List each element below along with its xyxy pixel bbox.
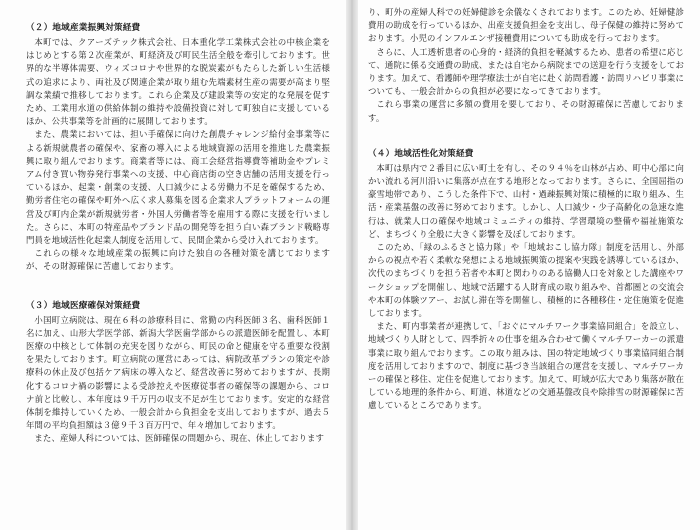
paragraph: また、産婦人科については、医師確保の問題から、現在、休止しております: [34, 433, 325, 444]
left-page: [0, 0, 346, 530]
section-regional-medical: [26, 300, 330, 446]
paragraph: このため、「緑のふるさと協力隊」や「地域おこし協力隊」制度を活用し、外部からの視点や若く柔軟な発想による地域振興策の提案や実践を誘導しているほか、次代のまちづくりを担う若者や本町と関わりのある協働人口を対象とした講座やワークショップを開催し、地域で活躍する人財育成の取り組みや、首都圏との交流会や本町の体験ツアー、お試し滞在等を開催し、積極的に各種移住・定住施策を促進しております。: [368, 242, 684, 319]
section-heading: （３）地域医療確保対策経費: [26, 300, 141, 311]
right-column: [368, 6, 684, 413]
paragraph: また、町内事業者が連携して、「おぐにマルチワーク事業協同組合」を設立し、地域づくり人財として、四季折々の仕事を組み合わせて働くマルチワーカーの派遣事業に取り組んでおります。この取り組みは、国の特定地域づくり事業協同組合制度を活用しておりますので、制度に基づき当該組合の運営を支援し、マルチワーカーの確保と移住、定住を促進しております。加えて、町域が広大であり集落が散在している地理的条件から、町道、林道などの交通基盤改良や除排雪の財源確保に苦慮しているところであります。: [368, 321, 684, 411]
paragraph: また、農業においては、担い手確保に向けた創農チャレンジ給付金事業等による新規就農者の確保や、家畜の導入による地域資源の活用を推進した農業振興に取り組んでおります。商業者等には、商工会経営指導費等補助金やプレミアム付き買い物券発行事業への支援、中心商店街の空き店舗の活用支援を行っているほか、起業・創業の支援、人口減少による労働力不足を確保するため、勤労者住宅の確保や町外へ広く求人募集を図る企業求人プラットフォームの運営及び町内企業が新規就労者・外国人労働者等を雇用する際に支援を行いました。さらに、本町の特産品やブランド品の開発等を担う白い森ブランド戦略専門員を地域活性化起業人制度を活用して、民間企業から受け入れております。: [26, 129, 330, 246]
right-page: [358, 0, 700, 530]
left-column: [26, 22, 330, 446]
section-medical-continuation: [368, 6, 684, 125]
paragraph: 小国町立病院は、現在６科の診療科目に、常勤の内科医師３名、歯科医師１名に加え、山形大学医学部、新潟大学医歯学部からの派遣医師を配置し、本町医療の中核として体制の充実を図りながら、町民の命と健康を守る重要な役割を果たしております。町立病院の運営にあっては、病院改革プランの策定や診療科の休止及び包括ケア病床の導入など、経営改善に努めておりますが、長期化するコロナ禍の影響による受診控えや医療従事者の確保等の課題から、コロナ前と比較し、本年度は９千万円の収支不足が生じております。安定的な経営体制を維持していくため、一般会計から負担金を支出しておりますが、過去５年間の平均負担額は３億９千３百万円で、年々増加しております。: [26, 314, 330, 431]
section-heading: （２）地域産業振興対策経費: [26, 23, 141, 33]
paragraph: り、町外の産婦人科での妊婦健診を余儀なくされております。このため、妊婦健診費用の助成を行っているほか、出産支援負担金を支出し、母子保健の維持に努めております。小児のインフルエンザ接種費用についても助成を行っております。: [368, 7, 684, 44]
section-regional-industry: [26, 22, 330, 274]
paragraph: 本町では、クアーズテック株式会社、日本重化学工業株式会社の中核企業をはじめとする第２次産業が、町経済及び町民生活全般を牽引しております。世界的な半導体需要、ウィズコロナや世界的な脱炭素がもたらした新しい生活様式の追求により、両社及び関連企業が取り組む先端素材生産の需要が高まり堅調な業績で推移しております。これら企業及び建設業等の安定的な発展を促すため、工業用水道の供給体制の維持や設備投資に対して町独自に支援しているほか、公共事業等を計画的に展開しております。: [26, 37, 330, 127]
paragraph: さらに、人工透析患者の心身的・経済的負担を軽減するため、患者の希望に応じて、通院に係る交通費の助成、または自宅から病院までの送迎を行う支援をしております。加えて、看護師や理学療法士が自宅に赴く訪問看護・訪問リハビリ事業についても、一般会計からの負担が必要になってきております。: [368, 46, 684, 97]
section-regional-revitalization: [368, 148, 684, 413]
section-heading: （４）地域活性化対策経費: [368, 148, 474, 159]
page-gutter: [346, 0, 358, 530]
paragraph: 本町は県内で２番目に広い町土を有し、その９４％を山林が占め、町中心部に向かい流れる河川沿いに集落が点在する地形となっております。さらに、全国屈指の豪雪地帯であり、こうした条件下で、山村・過疎振興対策に積極的に取り組み、生活・産業基盤の改善に努めております。しかし、人口減少・少子高齢化の急速な進行は、就業人口の確保や地域コミュニティの維持、学習環境の整備や福祉施策など、まちづくり全般に大きく影響を及ぼしております。: [368, 162, 684, 239]
paragraph: これら事業の運営に多額の費用を要しており、その財源確保に苦慮しております。: [368, 99, 684, 123]
paragraph: これらの様々な地域産業の振興に向けた独自の各種対策を講じておりますが、その財源確保に苦慮しております。: [26, 248, 330, 272]
